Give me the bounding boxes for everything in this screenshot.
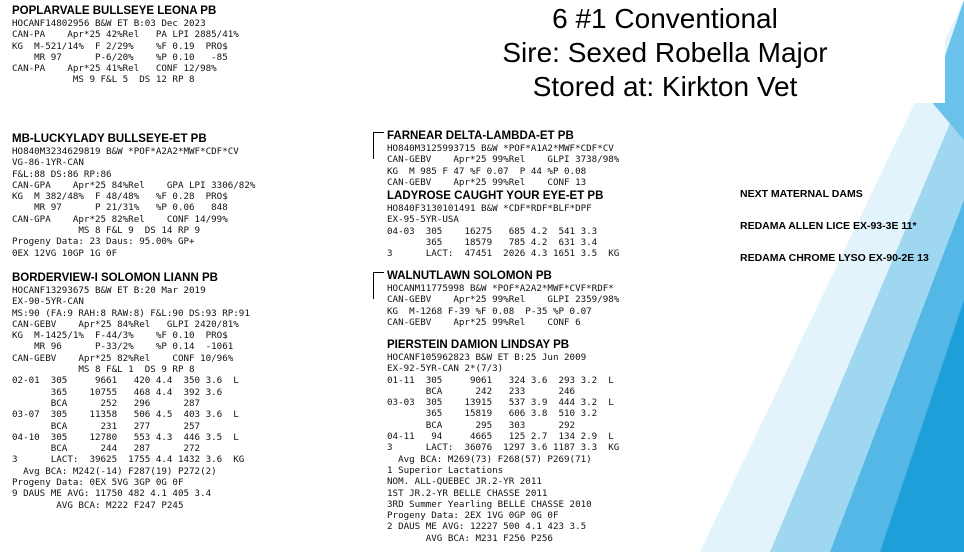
block-heading: PIERSTEIN DAMION LINDSAY PB [387,339,570,351]
block-line: 2 DAUS ME AVG: 12227 500 4.1 423 3.5 [387,521,587,533]
pedigree-block-luckylady [12,132,255,259]
block-line: HO840M3125993715 B&W *POF*A1A2*MWF*CDF*CV [387,143,614,154]
block-line: EX-90-5YR-CAN [12,296,84,308]
block-line: KG M-1268 F-39 %F 0.08 P-35 %P 0.07 [387,305,592,317]
pedigree-block-pierstein [387,338,619,544]
block-line: MS:90 (FA:9 RAH:8 RAW:8) F&L:90 DS:93 RP:91 [12,307,250,319]
block-line: BCA 252 296 287 [12,397,201,409]
block-line: 04-10 305 12780 553 4.3 446 3.5 L [12,431,239,443]
block-heading: WALNUTLAWN SOLOMON PB [387,270,552,282]
block-line: Progeny Data: 23 Daus: 95.00% GP+ [12,236,195,248]
maternal-dam-note: REDAMA CHROME LYSO EX-90-2E 13 [740,252,929,264]
block-line: NOM. ALL-QUEBEC JR.2-YR 2011 [387,476,542,488]
block-line: KG M 985 F 47 %F 0.07 P 44 %P 0.08 [387,165,587,177]
block-line: MS 9 F&L 5 DS 12 RP 8 [12,74,195,86]
block-line: CAN-GEBV Apr*25 99%Rel GLPI 2359/98% [387,294,620,306]
pedigree-block-farnear [387,129,619,188]
block-line: BCA 242 233 246 [387,385,576,397]
block-line: 365 15819 606 3.8 510 3.2 [387,408,598,420]
pedigree-block-borderview [12,271,250,511]
block-line: Progeny Data: 2EX 1VG 0GP 0G 0F [387,510,559,522]
block-line: MS 8 F&L 1 DS 9 RP 8 [12,364,195,376]
block-line: 3RD Summer Yearling BELLE CHASSE 2010 [387,498,592,510]
block-line: AVG BCA: M222 F247 P245 [12,499,184,511]
block-line: 03-07 305 11358 506 4.5 403 3.6 L [12,409,239,421]
maternal-dam-note: REDAMA ALLEN LICE EX-93-3E 11* [740,220,917,232]
block-line: CAN-GPA Apr*25 84%Rel GPA LPI 3306/82% [12,179,256,191]
block-line: HOCANF105962823 B&W ET B:25 Jun 2009 [387,352,587,363]
block-heading: LADYROSE CAUGHT YOUR EYE-ET PB [387,190,604,202]
block-line: Avg BCA: M242(-14) F287(19) P272(2) [12,465,217,477]
block-line: VG-86-1YR-CAN [12,157,84,169]
block-heading: POPLARVALE BULLSEYE LEONA PB [12,5,217,17]
block-line: 3 LACT: 36076 1297 3.6 1187 3.3 KG [387,442,620,454]
pedigree-block-walnutlawn [387,269,619,328]
block-line: HO840F3130101491 B&W *CDF*RDF*BLF*DPF [387,203,592,214]
block-line: CAN-PA Apr*25 42%Rel PA LPI 2885/41% [12,29,239,41]
block-heading: MB-LUCKYLADY BULLSEYE-ET PB [12,133,207,145]
block-line: 0EX 12VG 10GP 1G 0F [12,247,118,259]
block-line: BCA 295 303 292 [387,419,576,431]
block-line: Avg BCA: M269(73) F268(57) P269(71) [387,453,592,465]
block-line: 3 LACT: 39625 1755 4.4 1432 3.6 KG [12,454,245,466]
block-heading: BORDERVIEW-I SOLOMON LIANN PB [12,272,218,284]
block-line: 365 18579 785 4.2 631 3.4 [387,236,598,248]
block-line: 9 DAUS ME AVG: 11750 482 4.1 405 3.4 [12,488,212,500]
block-line: 03-03 305 13915 537 3.9 444 3.2 L [387,397,614,409]
block-line: EX-92-5YR-CAN 2*(7/3) [387,363,504,375]
block-line: CAN-PA Apr*25 41%Rel CONF 12/98% [12,63,217,75]
title-line-3: Stored at: Kirkton Vet [532,71,798,102]
block-line: HOCANM11775998 B&W *POF*A2A2*MWF*CVF*RDF* [387,283,614,294]
block-line: Progeny Data: 0EX 5VG 3GP 0G 0F [12,477,184,489]
block-line: HOCANF13293675 B&W ET B:20 Mar 2019 [12,285,206,296]
block-line: CAN-GEBV Apr*25 84%Rel GLPI 2420/81% [12,318,239,330]
block-line: CAN-GEBV Apr*25 99%Rel CONF 13 [387,176,587,188]
block-line: MS 8 F&L 9 DS 14 RP 9 [12,225,201,237]
block-line: F&L:88 DS:86 RP:86 [12,168,112,180]
block-line: BCA 244 287 272 [12,443,201,455]
pedigree-bracket [373,272,384,299]
block-line: KG M-1425/1% F-44/3% %F 0.10 PRO$ [12,330,228,342]
block-line: BCA 231 277 257 [12,420,201,432]
block-heading: FARNEAR DELTA-LAMBDA-ET PB [387,130,574,142]
block-line: CAN-GEBV Apr*25 82%Rel CONF 10/96% [12,352,234,364]
block-line: 04-11 94 4665 125 2.7 134 2.9 L [387,431,614,443]
block-line: 04-03 305 16275 685 4.2 541 3.3 [387,225,598,237]
block-line: KG M-521/14% F 2/29% %F 0.19 PRO$ [12,40,228,52]
block-line: 1 Superior Lactations [387,464,504,476]
next-maternal-dams-heading: NEXT MATERNAL DAMS [740,188,863,200]
block-line: CAN-GEBV Apr*25 99%Rel GLPI 3738/98% [387,154,620,166]
block-line: HO840M3234629819 B&W *POF*A2A2*MWF*CDF*CV [12,146,239,157]
block-line: HOCANF14802956 B&W ET B:03 Dec 2023 [12,18,206,29]
block-line: EX-95-5YR-USA [387,214,459,226]
block-line: KG M 382/48% F 48/48% %F 0.28 PRO$ [12,191,228,203]
block-line: 02-01 305 9661 420 4.4 350 3.6 L [12,375,239,387]
block-line: MR 97 P-6/20% %P 0.10 -85 [12,51,228,63]
pedigree-block-poplarvale [12,4,239,86]
block-line: CAN-GPA Apr*25 82%Rel CONF 14/99% [12,213,228,225]
slide-title [385,0,945,103]
block-line: MR 97 P 21/31% %P 0.06 848 [12,202,228,214]
block-line: 365 10755 468 4.4 392 3.6 [12,386,223,398]
block-line: 3 LACT: 47451 2026 4.3 1651 3.5 KG [387,248,620,260]
pedigree-block-ladyrose [387,189,619,259]
title-line-1: 6 #1 Conventional [552,3,778,34]
block-line: 1ST JR.2-YR BELLE CHASSE 2011 [387,487,548,499]
title-line-2: Sire: Sexed Robella Major [502,37,828,68]
block-line: AVG BCA: M231 F256 P256 [387,532,553,544]
block-line: CAN-GEBV Apr*25 99%Rel CONF 6 [387,316,581,328]
pedigree-bracket [373,132,384,159]
block-line: 01-11 305 9061 324 3.6 293 3.2 L [387,374,614,386]
block-line: MR 96 P-33/2% %P 0.14 -1061 [12,341,234,353]
